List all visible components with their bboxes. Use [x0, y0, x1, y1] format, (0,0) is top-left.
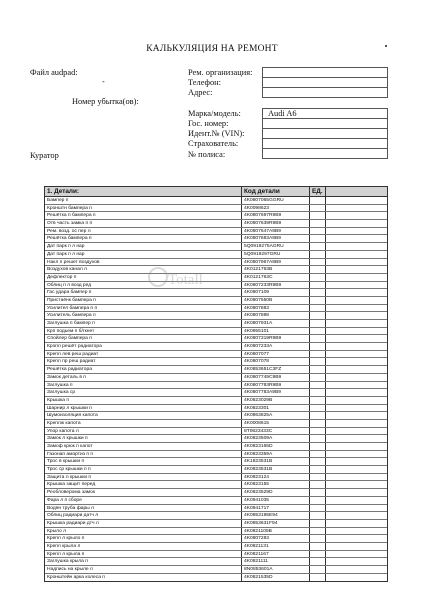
part-code-cell: 4K0807065GGRU	[242, 197, 310, 204]
part-code-cell: 4K0853631F94	[242, 520, 310, 527]
unit-cell	[310, 505, 326, 512]
table-header	[45, 187, 387, 197]
table-row	[45, 251, 387, 259]
unit-cell	[310, 335, 326, 342]
part-name-cell: Накл п решет воздухов	[45, 259, 242, 266]
part-code-cell: 4K0807888	[242, 312, 310, 319]
unit-cell	[310, 466, 326, 473]
table-row	[45, 412, 387, 420]
vin-label: Идент.№ (VIN):	[188, 129, 245, 138]
extra-cell	[326, 474, 387, 481]
extra-cell	[326, 397, 387, 404]
part-code-cell: 4K0807550B	[242, 297, 310, 304]
extra-cell	[326, 451, 387, 458]
table-row	[45, 243, 387, 251]
extra-cell	[326, 551, 387, 558]
part-name-cell: Бампер п	[45, 197, 242, 204]
table-row	[45, 435, 387, 443]
part-name-cell: Крыло л	[45, 528, 242, 535]
part-name-cell: Фара л п сборе	[45, 497, 242, 504]
part-code-cell: 4K0821167	[242, 551, 310, 558]
unit-cell	[310, 458, 326, 465]
extra-cell	[326, 289, 387, 296]
table-row	[45, 259, 387, 267]
table-row	[45, 328, 387, 336]
table-row	[45, 297, 387, 305]
part-name-cell: Кронштн бампера п	[45, 205, 242, 212]
plate-label: Гос. номер:	[188, 119, 229, 128]
unit-cell	[310, 535, 326, 542]
unit-cell	[310, 543, 326, 550]
extra-cell	[326, 358, 387, 365]
part-code-cell: 4K0823529D	[242, 489, 310, 496]
table-row	[45, 443, 387, 451]
unit-cell	[310, 212, 326, 219]
unit-cell	[310, 389, 326, 396]
part-code-cell: 4K0853651C3FZ	[242, 366, 310, 373]
header-parts: 1. Детали:	[45, 187, 242, 196]
unit-cell	[310, 435, 326, 442]
part-name-cell: Надпись на крыле л	[45, 566, 242, 573]
unit-cell	[310, 266, 326, 273]
part-code-cell: 4K0823301	[242, 405, 310, 412]
table-row	[45, 343, 387, 351]
extra-cell	[326, 251, 387, 258]
part-code-cell: 4K0807283	[242, 535, 310, 542]
table-row	[45, 551, 387, 559]
unit-cell	[310, 443, 326, 450]
part-name-cell: Трос в крышки п	[45, 458, 242, 465]
extra-cell	[326, 489, 387, 496]
table-row	[45, 282, 387, 290]
unit-cell	[310, 420, 326, 427]
table-row	[45, 382, 387, 390]
unit-cell	[310, 528, 326, 535]
table-row	[45, 505, 387, 513]
table-row	[45, 351, 387, 359]
table-row	[45, 335, 387, 343]
unit-cell	[310, 205, 326, 212]
extra-cell	[326, 266, 387, 273]
extra-cell	[326, 405, 387, 412]
extra-cell	[326, 335, 387, 342]
part-code-cell: 4K0008615	[242, 420, 310, 427]
table-row	[45, 274, 387, 282]
extra-cell	[326, 574, 387, 582]
part-code-cell: 4K0807233A	[242, 343, 310, 350]
unit-cell	[310, 451, 326, 458]
table-row	[45, 528, 387, 536]
table-row	[45, 220, 387, 228]
part-name-cell: Крепл л крыла п	[45, 551, 242, 558]
table-row	[45, 574, 387, 582]
table-row	[45, 320, 387, 328]
part-code-cell: 4K0807697R9B9	[242, 212, 310, 219]
part-name-cell: Крышка радиари дтч л	[45, 520, 242, 527]
extra-cell	[326, 528, 387, 535]
part-name-cell: Кронштейн арка колеса п	[45, 574, 242, 582]
unit-cell	[310, 274, 326, 281]
unit-cell	[310, 474, 326, 481]
part-code-cell: 4K0098623	[242, 205, 310, 212]
table-row	[45, 374, 387, 382]
unit-cell	[310, 343, 326, 350]
part-code-cell: 4K0941035	[242, 497, 310, 504]
part-code-cell: 4K0823029B	[242, 397, 310, 404]
unit-cell	[310, 259, 326, 266]
part-name-cell: Гас удара бампер п	[45, 289, 242, 296]
table-row	[45, 481, 387, 489]
unit-cell	[310, 312, 326, 319]
part-name-cell: Усилител бампера п п	[45, 305, 242, 312]
table-row	[45, 451, 387, 459]
unit-cell	[310, 358, 326, 365]
extra-cell	[326, 566, 387, 573]
part-code-cell: 4K0807749C9B9	[242, 374, 310, 381]
part-name-cell: Кропл решёт радиатора	[45, 343, 242, 350]
make-model-label: Марка/модель:	[188, 109, 241, 118]
table-body	[45, 197, 387, 581]
file-dash: -	[102, 77, 105, 86]
loss-number-label: Номер убытка(ов):	[72, 97, 139, 106]
part-code-cell: 4K0807883	[242, 305, 310, 312]
part-code-cell: 4K0807967A9B9	[242, 259, 310, 266]
curator-label: Куратор	[30, 151, 59, 160]
table-row	[45, 266, 387, 274]
file-label: Файл audpad:	[30, 68, 78, 77]
part-name-cell: Пристаёнк бампера п	[45, 297, 242, 304]
extra-cell	[326, 497, 387, 504]
part-code-cell: 4K0823155	[242, 481, 310, 488]
part-code-cell: 4K0821535D	[242, 574, 310, 582]
extra-cell	[326, 212, 387, 219]
extra-cell	[326, 305, 387, 312]
unit-cell	[310, 382, 326, 389]
part-code-cell: 4K0807683A9B9	[242, 235, 310, 242]
header-units: ЕД.	[310, 187, 326, 196]
unit-cell	[310, 558, 326, 565]
unit-cell	[310, 428, 326, 435]
part-code-cell: 4K0807783R9B9	[242, 382, 310, 389]
extra-cell	[326, 435, 387, 442]
unit-cell	[310, 282, 326, 289]
unit-cell	[310, 305, 326, 312]
table-row	[45, 358, 387, 366]
part-code-cell: 4K0823124	[242, 474, 310, 481]
part-code-cell: 4K0955101	[242, 328, 310, 335]
extra-cell	[326, 443, 387, 450]
policy-label: № полиса:	[188, 150, 226, 159]
table-row	[45, 397, 387, 405]
part-code-cell: 4K0807078	[242, 358, 310, 365]
table-row	[45, 466, 387, 474]
unit-cell	[310, 566, 326, 573]
part-name-cell: Дат парк п л нар	[45, 251, 242, 258]
policy-field	[262, 148, 388, 159]
part-code-cell: 4K0823531B	[242, 466, 310, 473]
unit-cell	[310, 412, 326, 419]
extra-cell	[326, 228, 387, 235]
part-name-cell: Шумоизоляция капота	[45, 412, 242, 419]
address-field	[262, 87, 388, 98]
part-code-cell: 4K0823509A	[242, 435, 310, 442]
extra-cell	[326, 535, 387, 542]
part-code-cell: 4K0807931A	[242, 320, 310, 327]
extra-cell	[326, 382, 387, 389]
table-row	[45, 366, 387, 374]
table-row	[45, 558, 387, 566]
insurer-label: Страхователь:	[188, 139, 239, 148]
part-name-cell: Решётка радиатора	[45, 366, 242, 373]
part-name-cell: Усилитель бампера п	[45, 312, 242, 319]
table-row	[45, 228, 387, 236]
part-name-cell: Водян трубa фары л	[45, 505, 242, 512]
part-code-cell: 5Q0919297GRU	[242, 251, 310, 258]
table-row	[45, 305, 387, 313]
part-code-cell: 4K0821131	[242, 543, 310, 550]
table-row	[45, 197, 387, 205]
table-row	[45, 235, 387, 243]
part-name-cell: Крп подьем п б/гкнет	[45, 328, 242, 335]
phone-label: Телефон:	[188, 78, 221, 87]
table-row	[45, 566, 387, 574]
part-name-cell: Заглушка п	[45, 382, 242, 389]
part-name-cell: Рем. возд. ос пер л	[45, 228, 242, 235]
unit-cell	[310, 497, 326, 504]
table-row	[45, 205, 387, 213]
extra-cell	[326, 374, 387, 381]
part-code-cell: 8T0823433C	[242, 428, 310, 435]
extra-cell	[326, 520, 387, 527]
extra-cell	[326, 389, 387, 396]
unit-cell	[310, 366, 326, 373]
table-row	[45, 212, 387, 220]
part-code-cell: 4K0807077	[242, 351, 310, 358]
part-name-cell: Замоф крюк п капот	[45, 443, 242, 450]
extra-cell	[326, 366, 387, 373]
unit-cell	[310, 297, 326, 304]
part-name-cell: Отв часть замка п п	[45, 220, 242, 227]
watermark-logo-icon	[148, 267, 168, 287]
watermark: Totall	[168, 272, 203, 288]
part-code-cell: 4K0821105B	[242, 528, 310, 535]
part-name-cell: Креплж капота	[45, 420, 242, 427]
extra-cell	[326, 235, 387, 242]
part-code-cell: 4K0863825A	[242, 412, 310, 419]
unit-cell	[310, 328, 326, 335]
part-name-cell: Заглушка ср	[45, 389, 242, 396]
extra-cell	[326, 351, 387, 358]
part-code-cell: 4K0821111	[242, 558, 310, 565]
repair-org-label: Рем. организация:	[188, 68, 253, 77]
unit-cell	[310, 243, 326, 250]
part-name-cell: Газонап амортиз п п	[45, 451, 242, 458]
parts-table	[44, 186, 388, 582]
table-row	[45, 497, 387, 505]
header-extra	[326, 187, 387, 196]
unit-cell	[310, 481, 326, 488]
extra-cell	[326, 220, 387, 227]
table-row	[45, 458, 387, 466]
extra-cell	[326, 343, 387, 350]
extra-cell	[326, 558, 387, 565]
table-row	[45, 405, 387, 413]
part-name-cell: Спойлер бампера п	[45, 335, 242, 342]
part-name-cell: Решётка бампера п	[45, 235, 242, 242]
part-name-cell: Трос ср крышки п п	[45, 466, 242, 473]
part-code-cell: 4K0823359A	[242, 451, 310, 458]
extra-cell	[326, 274, 387, 281]
extra-cell	[326, 320, 387, 327]
part-code-cell: 4K0941717	[242, 505, 310, 512]
part-name-cell: Замок деталь в п	[45, 374, 242, 381]
part-code-cell: 8N0853601A	[242, 566, 310, 573]
unit-cell	[310, 197, 326, 204]
part-name-cell: Воздухов канал л	[45, 266, 242, 273]
part-name-cell: Крышка п	[45, 397, 242, 404]
extra-cell	[326, 282, 387, 289]
part-code-cell: 4K0823165D	[242, 443, 310, 450]
part-name-cell: Облиц п л возд ред	[45, 282, 242, 289]
table-row	[45, 389, 387, 397]
unit-cell	[310, 235, 326, 242]
part-name-cell: Крышка защит перед	[45, 481, 242, 488]
part-name-cell: Крепл крыла л	[45, 543, 242, 550]
part-code-cell: 4K0807109	[242, 289, 310, 296]
table-row	[45, 474, 387, 482]
extra-cell	[326, 328, 387, 335]
unit-cell	[310, 351, 326, 358]
unit-cell	[310, 228, 326, 235]
table-row	[45, 289, 387, 297]
part-code-cell: 4K0807319R9B9	[242, 335, 310, 342]
unit-cell	[310, 405, 326, 412]
extra-cell	[326, 412, 387, 419]
part-name-cell: Защита л крышки п	[45, 474, 242, 481]
table-row	[45, 428, 387, 436]
extra-cell	[326, 428, 387, 435]
extra-cell	[326, 543, 387, 550]
table-row	[45, 520, 387, 528]
part-name-cell: Заглушка п бампер п	[45, 320, 242, 327]
part-code-cell: 4K0807647A9B9	[242, 228, 310, 235]
extra-cell	[326, 297, 387, 304]
extra-cell	[326, 458, 387, 465]
unit-cell	[310, 574, 326, 582]
unit-cell	[310, 374, 326, 381]
table-row	[45, 489, 387, 497]
extra-cell	[326, 466, 387, 473]
extra-cell	[326, 512, 387, 519]
part-name-cell: Реобловерома замок	[45, 489, 242, 496]
part-code-cell: 4K0853195E94	[242, 512, 310, 519]
extra-cell	[326, 420, 387, 427]
table-row	[45, 535, 387, 543]
extra-cell	[326, 243, 387, 250]
address-label: Адрес:	[188, 88, 213, 97]
document-title: КАЛЬКУЛЯЦИЯ НА РЕМОНТ	[146, 44, 278, 54]
part-name-cell: Крепл лев реш радиат	[45, 351, 242, 358]
part-code-cell: 4K0807639R9B9	[242, 220, 310, 227]
unit-cell	[310, 289, 326, 296]
extra-cell	[326, 197, 387, 204]
header-part-code: Код детали	[242, 187, 310, 196]
part-name-cell: Крепл пр реш радиат	[45, 358, 242, 365]
part-name-cell: Замок л крышки п	[45, 435, 242, 442]
unit-cell	[310, 397, 326, 404]
extra-cell	[326, 481, 387, 488]
extra-cell	[326, 259, 387, 266]
part-name-cell: Упор капота л	[45, 428, 242, 435]
part-code-cell: 4K0121763B	[242, 266, 310, 273]
part-code-cell: 4K0121763C	[242, 274, 310, 281]
part-code-cell: 4K0807233R9B9	[242, 282, 310, 289]
part-code-cell: 4K0807783A9B9	[242, 389, 310, 396]
unit-cell	[310, 251, 326, 258]
part-name-cell: Крепл л крыло п	[45, 535, 242, 542]
part-name-cell: Облиц радиари датч л	[45, 512, 242, 519]
part-code-cell: 5Q0919275AGRU	[242, 243, 310, 250]
part-name-cell: Дефлектор п	[45, 274, 242, 281]
part-name-cell: Дат парк п л нар	[45, 243, 242, 250]
table-row	[45, 312, 387, 320]
part-code-cell: 4K1823531B	[242, 458, 310, 465]
make-model-value: Audi A6	[268, 109, 297, 118]
unit-cell	[310, 220, 326, 227]
table-row	[45, 420, 387, 428]
unit-cell	[310, 512, 326, 519]
table-row	[45, 543, 387, 551]
table-row	[45, 512, 387, 520]
part-name-cell: Решётка п бампера п	[45, 212, 242, 219]
extra-cell	[326, 205, 387, 212]
part-name-cell: Заглушка крыла п	[45, 558, 242, 565]
unit-cell	[310, 520, 326, 527]
unit-cell	[310, 320, 326, 327]
part-name-cell: Шарнир л крышки п	[45, 405, 242, 412]
unit-cell	[310, 489, 326, 496]
extra-cell	[326, 312, 387, 319]
unit-cell	[310, 551, 326, 558]
extra-cell	[326, 505, 387, 512]
